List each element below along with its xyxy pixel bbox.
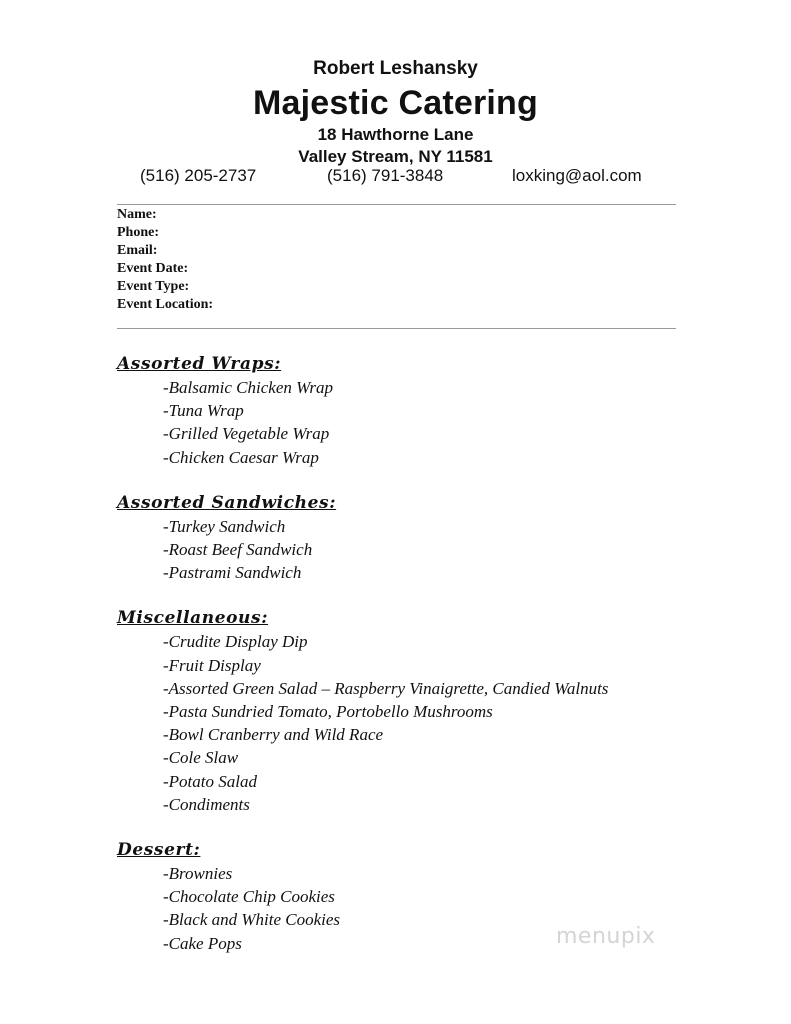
section-title: Dessert:: [117, 840, 201, 861]
menu-item: -Tuna Wrap: [163, 401, 244, 421]
menu-item: -Pasta Sundried Tomato, Portobello Mushrooms: [163, 702, 493, 722]
divider-bottom: [117, 328, 676, 329]
event-type-label: Event Type:: [117, 279, 190, 294]
address-line-2: Valley Stream, NY 11581: [298, 147, 493, 166]
name-label: Name:: [117, 207, 157, 222]
menu-item: -Crudite Display Dip: [163, 632, 308, 652]
divider-top: [117, 204, 676, 205]
section-title: Assorted Wraps:: [117, 354, 282, 374]
menu-item: -Cake Pops: [163, 933, 242, 953]
menu-item: -Turkey Sandwich: [163, 516, 286, 536]
menu-item: -Pastrami Sandwich: [163, 563, 302, 583]
menu-item: -Brownies: [163, 864, 233, 884]
event-location-label: Event Location:: [117, 297, 214, 312]
menu-item: -Fruit Display: [163, 655, 261, 675]
event-info-fields: [117, 206, 213, 314]
menu-item: -Grilled Vegetable Wrap: [163, 424, 330, 444]
letterhead: [0, 56, 791, 168]
menu-item: -Black and White Cookies: [163, 910, 341, 930]
section-title: Assorted Sandwiches:: [117, 492, 337, 513]
section-sandwiches: [117, 491, 737, 585]
section-title: Miscellaneous:: [117, 608, 269, 629]
address-line-1: 18 Hawthorne Lane: [317, 125, 474, 144]
menu-item: -Condiments: [163, 794, 250, 814]
section-wraps: [117, 352, 737, 469]
menu-item: -Chocolate Chip Cookies: [163, 887, 335, 907]
owner-name: Robert Leshansky: [313, 58, 478, 79]
menu: [117, 352, 737, 977]
section-miscellaneous: [117, 606, 737, 816]
company-name: Majestic Catering: [253, 84, 538, 122]
contact-row: [0, 166, 791, 190]
phone-label: Phone:: [117, 225, 159, 240]
menu-item: -Bowl Cranberry and Wild Race: [163, 725, 384, 745]
menu-item: -Potato Salad: [163, 771, 257, 791]
email-address: loxking@aol.com: [512, 166, 642, 185]
phone-2: (516) 791-3848: [327, 166, 444, 185]
email-label: Email:: [117, 243, 158, 258]
menu-item: -Cole Slaw: [163, 748, 239, 768]
menu-item: -Chicken Caesar Wrap: [163, 447, 319, 467]
event-date-label: Event Date:: [117, 261, 189, 276]
menupix-watermark: menupix: [556, 924, 656, 949]
menu-item: -Roast Beef Sandwich: [163, 540, 313, 560]
phone-1: (516) 205-2737: [140, 166, 257, 185]
menu-item: -Assorted Green Salad – Raspberry Vinaigrette, Candied Walnuts: [163, 678, 609, 698]
menu-item: -Balsamic Chicken Wrap: [163, 378, 333, 397]
